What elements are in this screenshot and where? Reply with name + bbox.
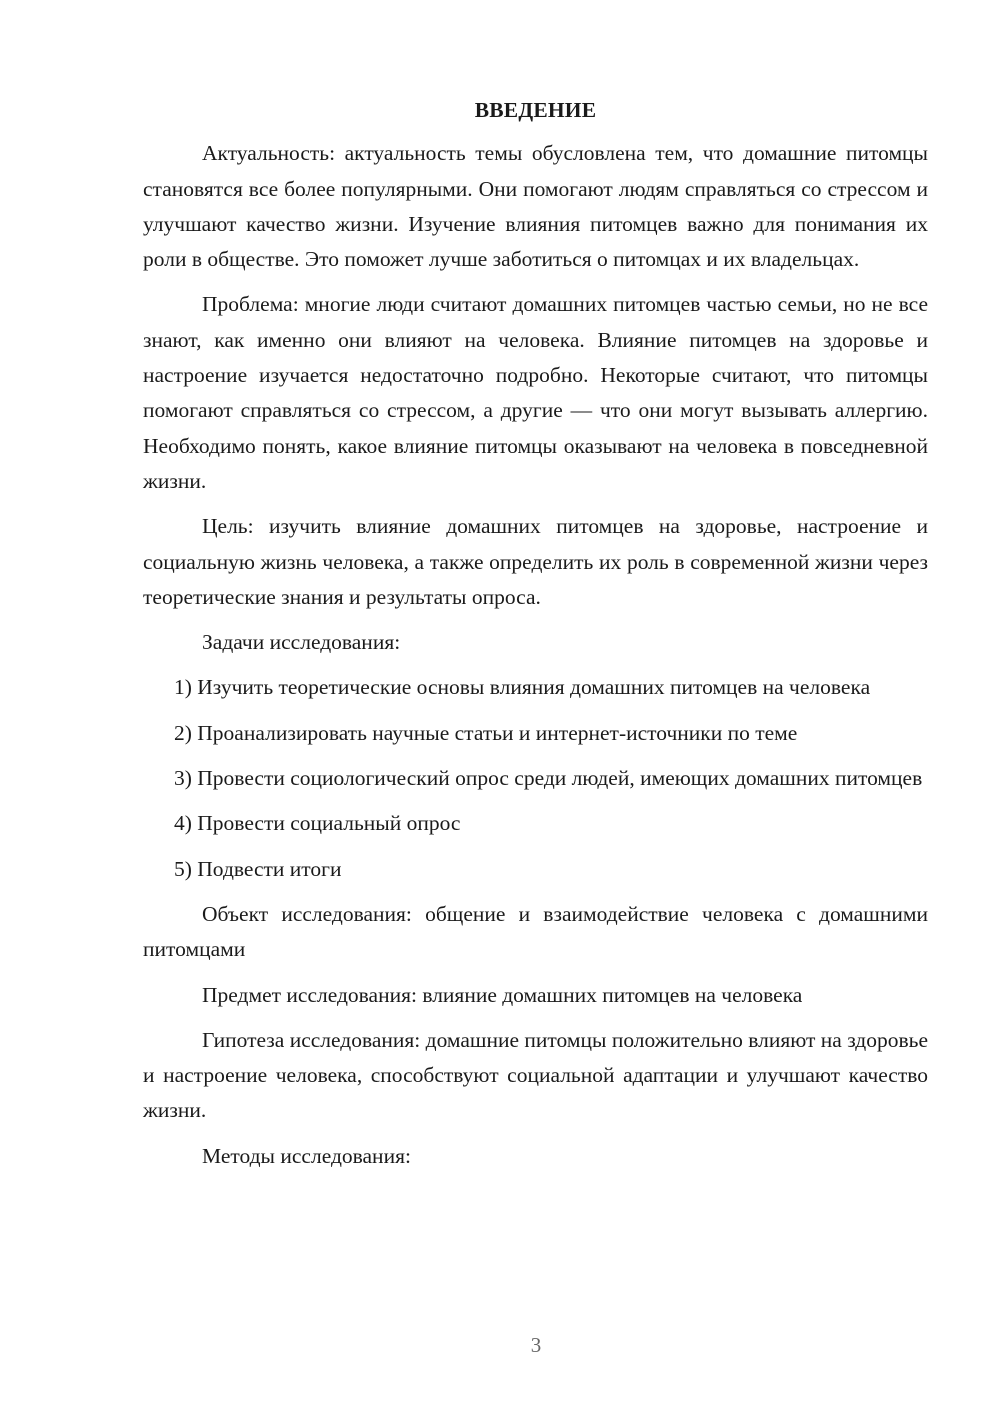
paragraph-hypothesis: Гипотеза исследования: домашние питомцы положительно влияют на здоровье и настроение человека, способствуют социальной адаптации и улучшают качество жизни. [143, 1027, 928, 1123]
section-heading: ВВЕДЕНИЕ [474, 98, 597, 122]
list-item: 5) Подвести итоги [174, 856, 342, 881]
paragraph-subject: Предмет исследования: влияние домашних питомцев на человека [202, 982, 803, 1007]
page-content [143, 93, 928, 1184]
list-item: 2) Проанализировать научные статьи и интернет-источники по теме [174, 720, 798, 745]
tasks-title: Задачи исследования: [202, 630, 401, 655]
page-number: 3 [530, 1333, 542, 1357]
methods-title: Методы исследования: [202, 1143, 411, 1168]
paragraph-object: Объект исследования: общение и взаимодействие человека с домашними питомцами [143, 901, 928, 962]
tasks-list [143, 670, 928, 886]
paragraph-relevance: Актуальность: актуальность темы обусловлена тем, что домашние питомцы становятся все более популярными. Они помогают людям справляться со стрессом и улучшают качество жизни. Изучение влияния питомцев важно для понимания их роли в обществе. Это поможет лучше заботиться о питомцах и их владельцах. [143, 141, 928, 272]
paragraph-goal: Цель: изучить влияние домашних питомцев на здоровье, настроение и социальную жизнь человека, а также определить их роль в современной жизни через теоретические знания и результаты опроса. [143, 514, 928, 609]
list-item: 1) Изучить теоретические основы влияния домашних питомцев на человека [174, 675, 871, 700]
list-item: 4) Провести социальный опрос [174, 811, 461, 836]
list-item: 3) Провести социологический опрос среди людей, имеющих домашних питомцев [174, 766, 923, 791]
paragraph-problem: Проблема: многие люди считают домашних питомцев частью семьи, но не все знают, как именно они влияют на человека. Влияние питомцев на здоровье и настроение изучается недостаточно подробно. Некоторые считают, что питомцы помогают справляться со стрессом, а другие — что они могут вызывать аллергию. Необходимо понять, какое влияние питомцы оказывают на человека в повседневной жизни. [143, 292, 928, 493]
